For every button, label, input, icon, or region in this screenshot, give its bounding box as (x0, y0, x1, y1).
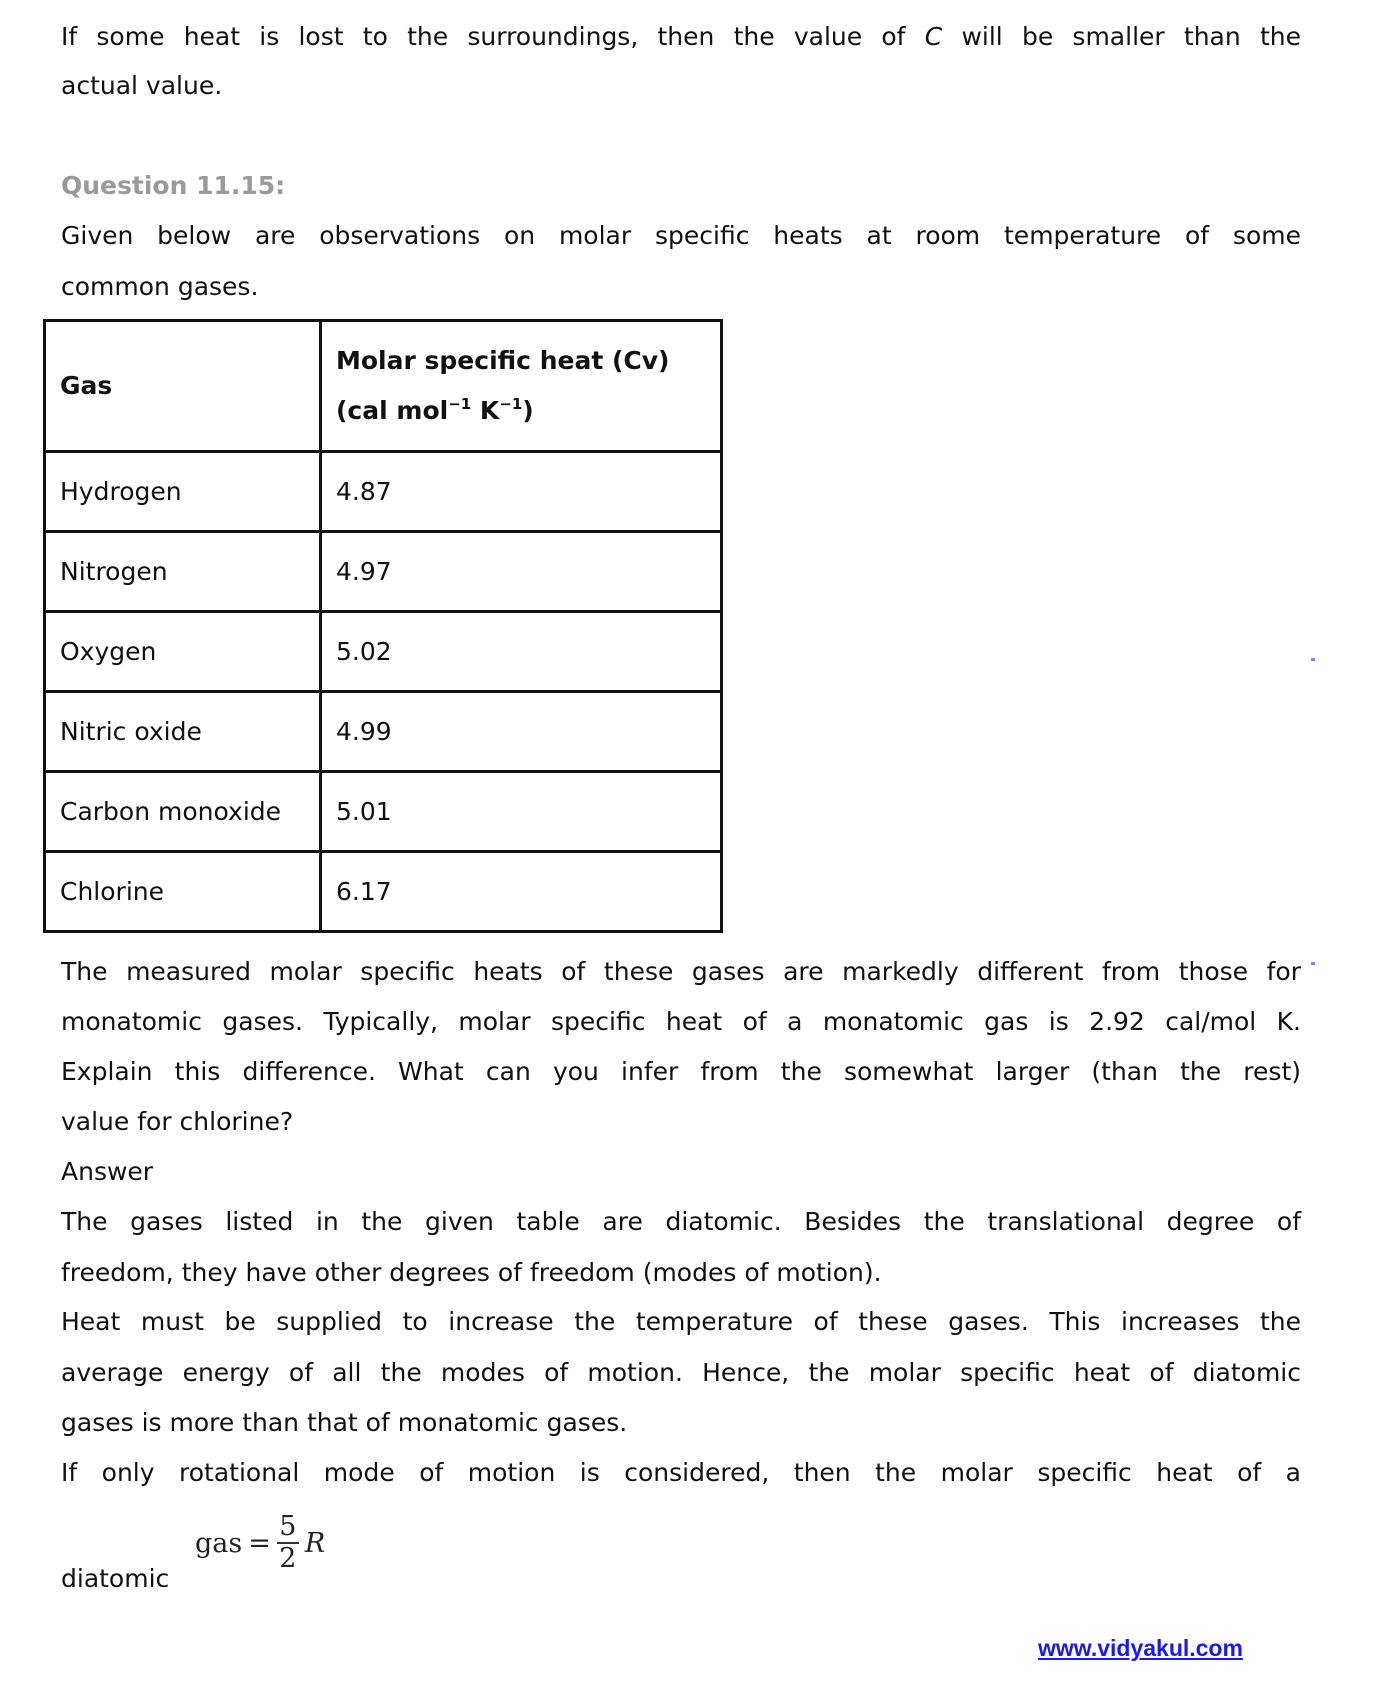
unit-text: (cal mol (336, 396, 449, 425)
cell-gas: Chlorine (45, 852, 321, 932)
cell-cv: 4.97 (321, 532, 722, 612)
table-row (45, 532, 722, 612)
cell-cv: 5.01 (321, 772, 722, 852)
answer-label: Answer (61, 1157, 154, 1186)
scan-artifact (1311, 962, 1315, 965)
formula-equals: = (248, 1527, 271, 1559)
formula-lhs: gas (195, 1527, 243, 1559)
cell-cv: 5.02 (321, 612, 722, 692)
molar-specific-heat-table (43, 319, 723, 933)
answer-line: gases is more than that of monatomic gases. (61, 1408, 628, 1437)
question-heading: Question 11.15: (61, 171, 286, 200)
cell-cv: 4.99 (321, 692, 722, 772)
answer-last-word: diatomic (61, 1564, 170, 1593)
question-body-line: value for chlorine? (61, 1107, 294, 1136)
table-row (45, 612, 722, 692)
formula-fraction (277, 1512, 299, 1574)
formula-denominator: 2 (279, 1543, 297, 1574)
cell-cv: 4.87 (321, 452, 722, 532)
header-gas: Gas (45, 321, 321, 452)
cell-gas: Nitric oxide (45, 692, 321, 772)
cell-gas: Oxygen (45, 612, 321, 692)
unit-text: ) (522, 396, 534, 425)
question-prompt-line-1: Given below are observations on molar specific heats at room temperature of some (61, 221, 1301, 250)
formula-rhs: R (304, 1527, 326, 1559)
question-body-line: Explain this difference. What can you infer from the somewhat larger (than the rest) (61, 1057, 1301, 1086)
vidyakul-link[interactable]: www.vidyakul.com (1038, 1635, 1243, 1661)
table-row (45, 772, 722, 852)
unit-exponent: −1 (448, 395, 472, 413)
question-body-line: The measured molar specific heats of these gases are markedly different from those for (61, 957, 1301, 986)
answer-line: average energy of all the modes of motion. Hence, the molar specific heat of diatomic (61, 1358, 1301, 1387)
answer-line: If only rotational mode of motion is considered, then the molar specific heat of a (61, 1458, 1301, 1487)
cell-gas: Nitrogen (45, 532, 321, 612)
table-row (45, 852, 722, 932)
question-body-line: monatomic gases. Typically, molar specific heat of a monatomic gas is 2.92 cal/mol K. (61, 1007, 1301, 1036)
formula-cv-diatomic (195, 1512, 325, 1574)
intro-text: If some heat is lost to the surroundings, then the value of (61, 22, 906, 51)
header-cv (321, 321, 722, 452)
header-cv-line1: Molar specific heat (Cv) (336, 346, 670, 375)
intro-line-1 (61, 20, 1301, 54)
cell-gas: Carbon monoxide (45, 772, 321, 852)
scan-artifact (1311, 658, 1315, 661)
cell-gas: Hydrogen (45, 452, 321, 532)
header-cv-line2 (336, 386, 706, 436)
question-prompt-line-2: common gases. (61, 272, 259, 301)
cell-cv: 6.17 (321, 852, 722, 932)
formula-numerator: 5 (279, 1511, 297, 1542)
table-row (45, 452, 722, 532)
answer-line: freedom, they have other degrees of freedom (modes of motion). (61, 1258, 882, 1287)
table-header-row (45, 321, 722, 452)
unit-exponent: −1 (499, 395, 523, 413)
intro-text: will be smaller than the (961, 22, 1301, 51)
intro-line-2: actual value. (61, 71, 223, 100)
answer-line: Heat must be supplied to increase the temperature of these gases. This increases the (61, 1307, 1301, 1336)
table-row (45, 692, 722, 772)
answer-line: The gases listed in the given table are diatomic. Besides the translational degree of (61, 1207, 1301, 1236)
unit-text: K (471, 396, 500, 425)
variable-c: C (924, 22, 943, 51)
